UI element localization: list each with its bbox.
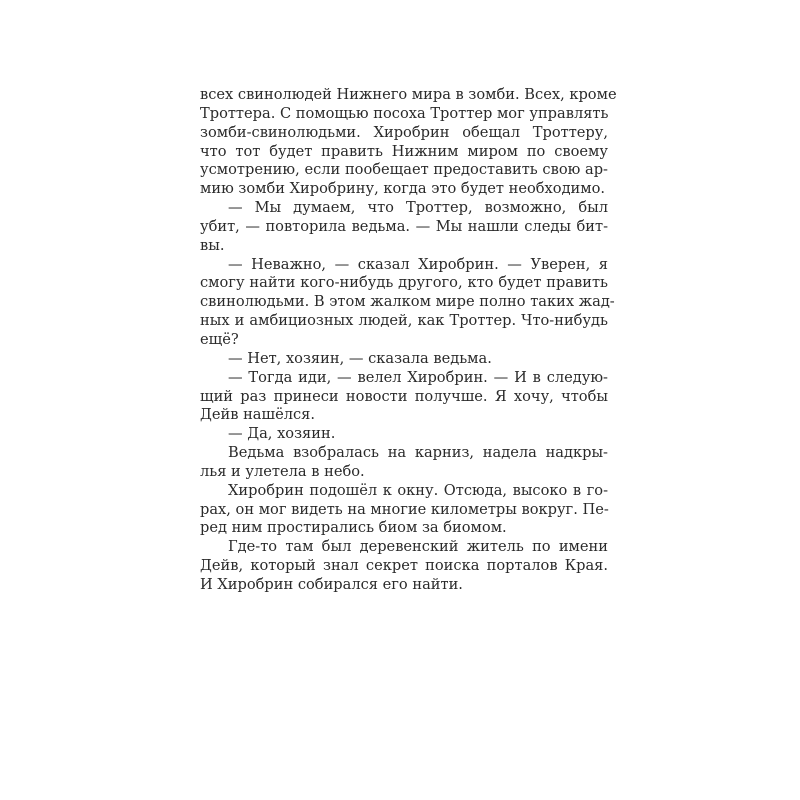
book-page-text — [200, 86, 617, 595]
text-line: — Неважно, — сказал Хиробрин. — Уверен, я — [228, 255, 608, 273]
text-line: мию зомби Хиробрину, когда это будет необходимо. — [200, 180, 606, 198]
text-line: зомби-свинолюдьми. Хиробрин обещал Троттеру, — [200, 123, 608, 141]
text-line: всех свинолюдей Нижнего мира в зомби. Всех, кроме — [200, 86, 617, 103]
text-line: убит, — повторила ведьма. — Мы нашли следы бит- — [200, 217, 608, 235]
text-line: Где-то там был деревенский житель по имени — [228, 538, 608, 556]
text-line: ред ним простирались биом за биомом. — [200, 519, 507, 537]
text-line: — Да, хозяин. — [228, 425, 336, 443]
text-line: Троттера. С помощью посоха Троттер мог управлять — [200, 104, 609, 122]
text-line: щий раз принеси новости получше. Я хочу, чтобы — [200, 387, 608, 405]
text-line: — Мы думаем, что Троттер, возможно, был — [228, 199, 608, 217]
text-line: — Нет, хозяин, — сказала ведьма. — [228, 349, 492, 367]
text-line: ещё? — [200, 330, 239, 348]
text-line: Ведьма взобралась на карниз, надела надкры- — [228, 444, 608, 462]
text-line: Хиробрин подошёл к окну. Отсюда, высоко в го- — [228, 481, 608, 499]
text-line: смогу найти кого-нибудь другого, кто будет править — [200, 274, 608, 292]
text-line: лья и улетела в небо. — [200, 462, 365, 480]
text-line: рах, он мог видеть на многие километры вокруг. Пе- — [200, 500, 609, 518]
text-line: ных и амбициозных людей, как Троттер. Что-нибудь — [200, 312, 608, 330]
text-line: Дейв нашёлся. — [200, 406, 316, 424]
text-line: вы. — [200, 236, 225, 254]
text-line: — Тогда иди, — велел Хиробрин. — И в следую- — [228, 368, 608, 386]
text-line: И Хиробрин собирался его найти. — [200, 575, 463, 593]
text-line: Дейв, который знал секрет поиска порталов Края. — [200, 557, 608, 575]
text-line: усмотрению, если пообещает предоставить свою ар- — [200, 161, 608, 179]
text-line: что тот будет править Нижним миром по своему — [200, 142, 608, 160]
text-line: свинолюдьми. В этом жалком мире полно таких жад- — [200, 293, 615, 311]
